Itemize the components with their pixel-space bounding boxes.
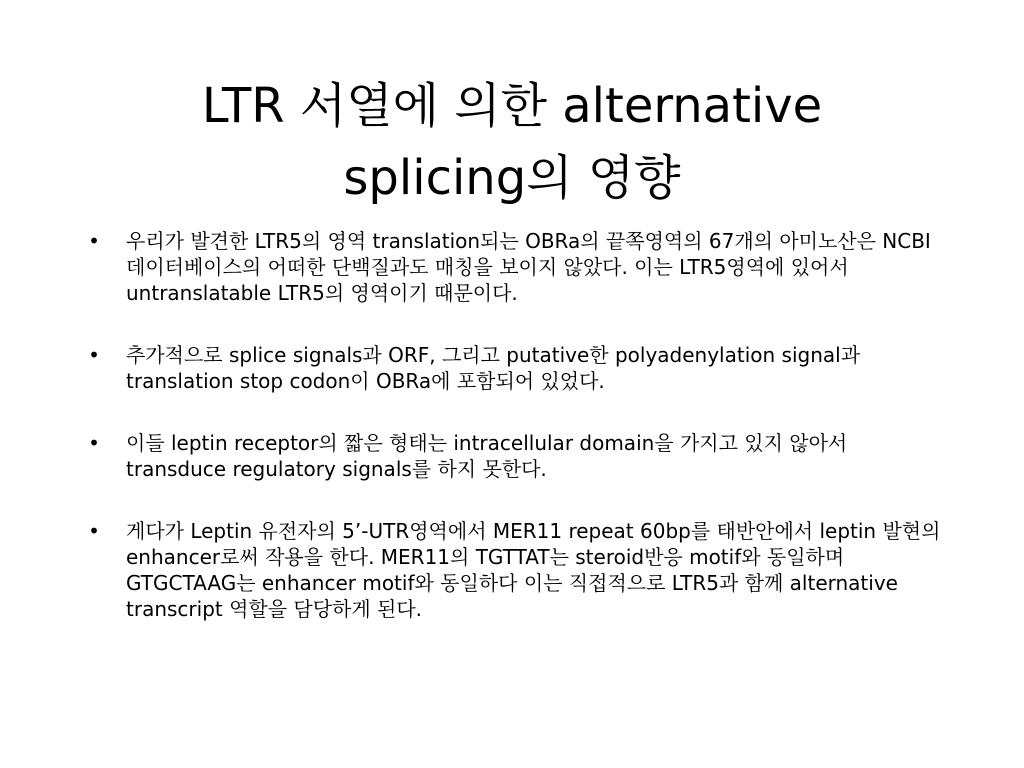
bullet-list (84, 228, 944, 658)
bullet-item-4 (84, 518, 944, 622)
bullet-text-1: 우리가 발견한 LTR5의 영역 translation되는 OBRa의 끝쪽영역의 67개의 아미노산은 NCBI데이터베이스의 어떠한 단백질과도 매칭을 보이지 않았다. 이는 LTR5영역에 있어서 untranslatable LTR5의 영역이기 때문이다. (126, 229, 931, 305)
bullet-point-icon: • (88, 431, 100, 455)
bullet-point-icon: • (88, 519, 100, 543)
bullet-text-3: 이들 leptin receptor의 짧은 형태는 intracellular domain을 가지고 있지 않아서 transduce regulatory signals를 하지 못한다. (126, 431, 848, 481)
bullet-item-3 (84, 430, 944, 482)
bullet-text-2: 추가적으로 splice signals과 ORF, 그리고 putative한 polyadenylation signal과 translation stop codon이 OBRa에 포함되어 있었다. (126, 343, 861, 393)
slide-title-line-1: LTR 서열에 의한 alternative (201, 78, 823, 134)
bullet-item-1 (84, 228, 944, 306)
bullet-point-icon: • (88, 343, 100, 367)
bullet-item-2 (84, 342, 944, 394)
bullet-point-icon: • (88, 229, 100, 253)
slide-title (60, 70, 964, 214)
bullet-text-4: 게다가 Leptin 유전자의 5’-UTR영역에서 MER11 repeat 60bp를 태반안에서 leptin 발현의 enhancer로써 작용을 한다. MER11의 TGTTAT는 steroid반응 motif와 동일하며 GTGCTAAG는 enhancer motif와 동일하다 이는 직접적으로 LTR5과 함께 alternative transcript 역할을 담당하게 된다. (126, 519, 941, 621)
slide-title-line-2: splicing의 영향 (343, 150, 681, 206)
